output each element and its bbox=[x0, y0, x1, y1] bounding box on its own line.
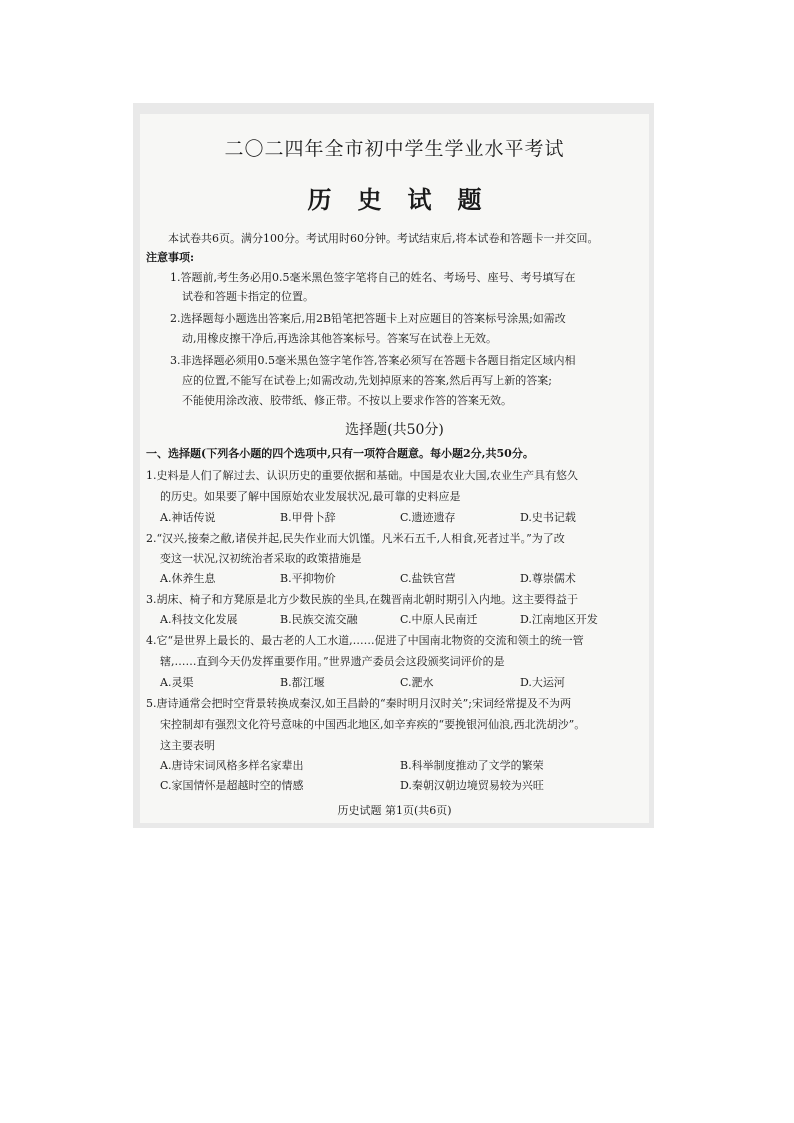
option-b: B.平抑物价 bbox=[280, 572, 336, 585]
page-footer: 历史试题 第1页(共6页) bbox=[337, 804, 452, 817]
exam-paper bbox=[140, 114, 649, 823]
option-b: B.甲骨卜辞 bbox=[280, 511, 336, 524]
notice-line: 动,用橡皮擦干净后,再选涂其他答案标号。答案写在试卷上无效。 bbox=[182, 332, 497, 345]
option-c: C.淝水 bbox=[400, 676, 434, 689]
notice-line: 2.选择题每小题选出答案后,用2B铅笔把答题卡上对应题目的答案标号涂黑;如需改 bbox=[170, 312, 566, 325]
notice-label: 注意事项: bbox=[146, 251, 195, 264]
option-b: B.民族交流交融 bbox=[280, 613, 358, 626]
option-d: D.江南地区开发 bbox=[520, 613, 598, 626]
question-line: 4.它“是世界上最长的、最古老的人工水道,……促进了中国南北物资的交流和领土的统一管 bbox=[146, 634, 584, 647]
question-line: 1.史料是人们了解过去、认识历史的重要依据和基础。中国是农业大国,农业生产具有悠久 bbox=[146, 469, 578, 482]
question-line: 宋控制却有强烈文化符号意味的中国西北地区,如辛弃疾的“要挽银河仙浪,西北洗胡沙”。 bbox=[160, 718, 586, 731]
option-b: B.都江堰 bbox=[280, 676, 325, 689]
question-line: 2.“汉兴,接秦之敝,诸侯并起,民失作业而大饥馑。凡米石五千,人相食,死者过半。”为了改 bbox=[146, 532, 565, 545]
option-a: A.休养生息 bbox=[160, 572, 216, 585]
section-instruction: 一、选择题(下列各小题的四个选项中,只有一项符合题意。每小题2分,共50分。 bbox=[146, 447, 534, 460]
option-c: C.家国情怀是超越时空的情感 bbox=[160, 779, 304, 792]
option-d: D.尊崇儒术 bbox=[520, 572, 576, 585]
question-line: 5.唐诗通常会把时空背景转换成秦汉,如王昌龄的“秦时明月汉时关”;宋词经常提及不为两 bbox=[146, 697, 571, 710]
option-d: D.史书记载 bbox=[520, 511, 576, 524]
notice-line: 3.非选择题必须用0.5毫米黑色签字笔作答,答案必须写在答题卡各题目指定区域内相 bbox=[170, 354, 576, 367]
option-a: A.科技文化发展 bbox=[160, 613, 238, 626]
notice-line: 应的位置,不能写在试卷上;如需改动,先划掉原来的答案,然后再写上新的答案; bbox=[182, 374, 552, 387]
option-c: C.遗迹遗存 bbox=[400, 511, 456, 524]
question-line: 变这一状况,汉初统治者采取的政策措施是 bbox=[160, 552, 362, 565]
option-d: D.大运河 bbox=[520, 676, 565, 689]
section-title: 选择题(共50分) bbox=[345, 422, 444, 438]
option-b: B.科举制度推动了文学的繁荣 bbox=[400, 759, 544, 772]
question-line: 的历史。如果要了解中国原始农业发展状况,最可靠的史料应是 bbox=[160, 490, 461, 503]
exam-title: 二〇二四年全市初中学生学业水平考试 bbox=[224, 138, 565, 160]
notice-line: 不能使用涂改液、胶带纸、修正带。不按以上要求作答的答案无效。 bbox=[182, 394, 512, 407]
option-d: D.秦朝汉朝边境贸易较为兴旺 bbox=[400, 779, 544, 792]
question-line: 3.胡床、椅子和方凳原是北方少数民族的坐具,在魏晋南北朝时期引入内地。这主要得益于 bbox=[146, 593, 578, 606]
option-a: A.神话传说 bbox=[160, 511, 216, 524]
notice-line: 试卷和答题卡指定的位置。 bbox=[182, 290, 314, 303]
question-line: 这主要表明 bbox=[160, 739, 215, 752]
notice-line: 1.答题前,考生务必用0.5毫米黑色签字笔将自己的姓名、考场号、座号、考号填写在 bbox=[170, 271, 576, 284]
option-a: A.灵渠 bbox=[160, 676, 194, 689]
question-line: 辖,……直到今天仍发挥重要作用。”世界遗产委员会这段颁奖词评价的是 bbox=[160, 655, 505, 668]
intro-line: 本试卷共6页。满分100分。考试用时60分钟。考试结束后,将本试卷和答题卡一并交回。 bbox=[168, 232, 599, 245]
option-c: C.盐铁官营 bbox=[400, 572, 456, 585]
option-c: C.中原人民南迁 bbox=[400, 613, 478, 626]
option-a: A.唐诗宋词风格多样名家辈出 bbox=[160, 759, 304, 772]
subject-title: 历史试题 bbox=[307, 185, 508, 214]
